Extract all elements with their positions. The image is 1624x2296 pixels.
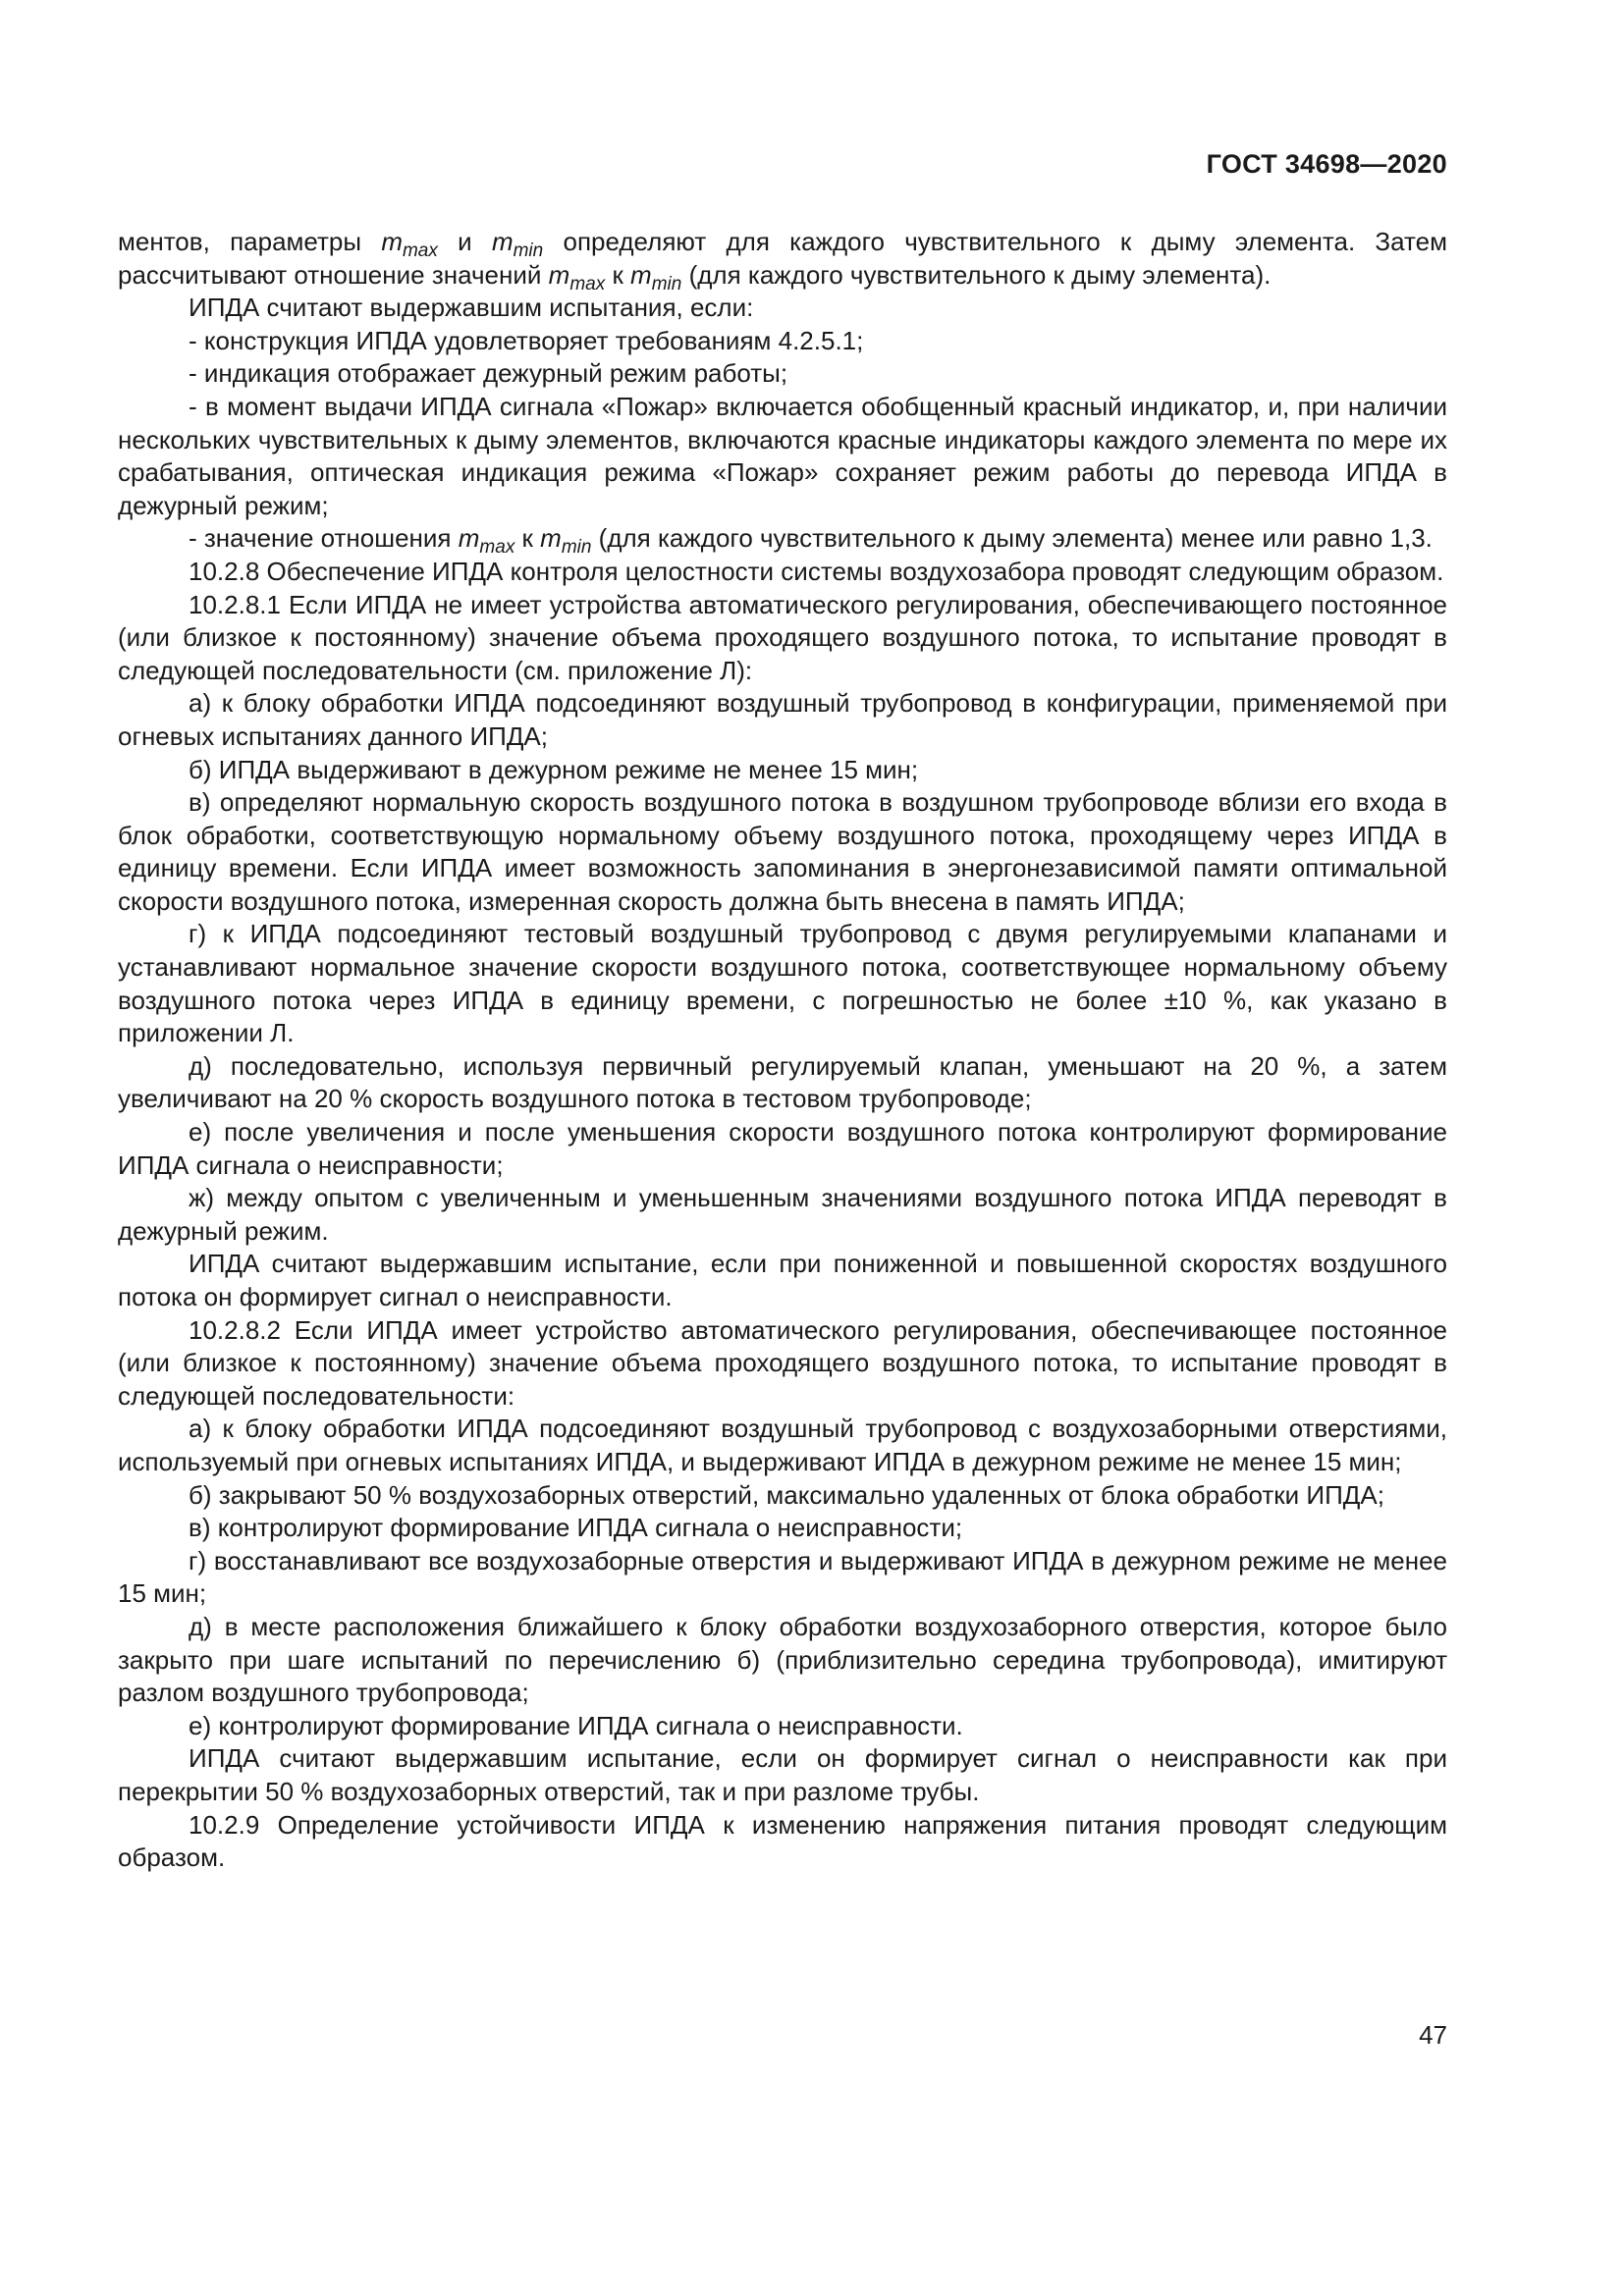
var-m-min: $m_{min}$ xyxy=(491,227,544,261)
section-10-2-8-1: 10.2.8.1 Если ИПДА не имеет устройства автоматического регулирования, обеспечивающего постоянное (или близкое к постоянному) значение объема проходящего воздушного потока, то испытание проводят в следующей последовательности (см. приложение Л): xyxy=(118,589,1447,685)
list-item-v: в) определяют нормальную скорость воздушного потока в воздушном трубопроводе вблизи его входа в блок обработки, соответствующую нормальному объему воздушного потока, проходящему через ИПДА в единицу времени. Если ИПДА имеет возможность запоминания в энергонезависимой памяти оптимальной скорости воздушного потока, измеренная скорость должна быть внесена в память ИПДА; xyxy=(118,787,1447,916)
section-10-2-9: 10.2.9 Определение устойчивости ИПДА к изменению напряжения питания проводят следующим образом. xyxy=(118,1809,1447,1873)
var-m-max: $m_{max}$ xyxy=(381,227,438,261)
list-item-b: б) закрывают 50 % воздухозаборных отверстий, максимально удаленных от блока обработки ИПДА; xyxy=(189,1479,1384,1510)
list-item-v: в) контролируют формирование ИПДА сигнала о неисправности; xyxy=(189,1513,963,1543)
page-number: 47 xyxy=(1419,2020,1447,2050)
section-10-2-8: 10.2.8 Обеспечение ИПДА контроля целостности системы воздухозабора проводят следующим образом. xyxy=(189,556,1444,586)
list-item-g: г) восстанавливают все воздухозаборные отверстия и выдерживают ИПДА в дежурном режиме не менее 15 мин; xyxy=(118,1545,1447,1609)
var-m-max: $m_{max}$ xyxy=(548,259,606,294)
paragraph-1: ИПДА считают выдержавшим испытания, если: xyxy=(189,293,754,323)
list-item-d: д) последовательно, используя первичный регулируемый клапан, уменьшают на 20 %, а затем увеличивают на 20 % скорость воздушного потока в тестовом трубопроводе; xyxy=(118,1050,1447,1114)
list-item-g: г) к ИПДА подсоединяют тестовый воздушный трубопровод с двумя регулируемыми клапанами и устанавливают нормальное значение скорости воздушного потока, соответствующее нормальному объему воздушного потока через ИПДА в единицу времени, с погрешностью не более ±10 %, как указано в приложении Л. xyxy=(118,919,1447,1048)
list-item-e: е) контролируют формирование ИПДА сигнала о неисправности. xyxy=(189,1710,963,1740)
list-item-e: е) после увеличения и после уменьшения скорости воздушного потока контролируют формирование ИПДА сигнала о неисправности; xyxy=(118,1117,1447,1180)
list-item-a: а) к блоку обработки ИПДА подсоединяют воздушный трубопровод в конфигурации, применяемой при огневых испытаниях данного ИПДА; xyxy=(118,688,1447,751)
paragraph-result-2: ИПДА считают выдержавшим испытание, если он формирует сигнал о неисправности как при перекрытии 50 % воздухозаборных отверстий, так и при разломе трубы. xyxy=(118,1743,1447,1806)
paragraph-0: ментов, параметры $m_{max}$ и $m_{min}$ определяют для каждого чувствительного к дыму элемента. Затем рассчитывают отношение значений $m_{max}$ к $m_{min}$ (для каждого чувствительного к дыму элемента). xyxy=(118,227,1447,294)
section-10-2-8-2: 10.2.8.2 Если ИПДА имеет устройство автоматического регулирования, обеспечивающее постоянное (или близкое к постоянному) значение объема проходящего воздушного потока, то испытание проводят в следующей последовательности: xyxy=(118,1314,1447,1411)
list-item-ratio: - значение отношения $m_{max}$ к $m_{min}$ (для каждого чувствительного к дыму элемента) менее или равно 1,3. xyxy=(189,523,1433,559)
var-m-min: $m_{min}$ xyxy=(630,259,682,294)
list-item-indication: - индикация отображает дежурный режим работы; xyxy=(189,358,788,389)
var-m-max: $m_{max}$ xyxy=(458,523,515,559)
document-id-header: ГОСТ 34698—2020 xyxy=(1206,149,1447,179)
document-body xyxy=(118,226,1447,1875)
paragraph-result-1: ИПДА считают выдержавшим испытание, если при пониженной и повышенной скоростях воздушного потока он формирует сигнал о неисправности. xyxy=(118,1249,1447,1311)
list-item-a: а) к блоку обработки ИПДА подсоединяют воздушный трубопровод с воздухозаборными отверстиями, используемый при огневых испытаниях ИПДА, и выдерживают ИПДА в дежурном режиме не менее 15 мин; xyxy=(118,1414,1447,1476)
list-item-d: д) в месте расположения ближайшего к блоку обработки воздухозаборного отверстия, которое было закрыто при шаге испытаний по перечислению б) (приблизительно середина трубопровода), имитируют разлом воздушного трубопровода; xyxy=(118,1611,1447,1708)
list-item-zh: ж) между опытом с увеличенным и уменьшенным значениями воздушного потока ИПДА переводят в дежурный режим. xyxy=(118,1183,1447,1246)
list-item-fire-signal: - в момент выдачи ИПДА сигнала «Пожар» включается обобщенный красный индикатор, и, при наличии нескольких чувствительных к дыму элементов, включаются красные индикаторы каждого элемента по мере их срабатывания, оптическая индикация режима «Пожар» сохраняет режим работы до перевода ИПДА в дежурный режим; xyxy=(118,391,1447,520)
list-item-requirement: - конструкция ИПДА удовлетворяет требованиям 4.2.5.1; xyxy=(189,325,864,355)
list-item-b: б) ИПДА выдерживают в дежурном режиме не менее 15 мин; xyxy=(189,754,919,784)
var-m-min: $m_{min}$ xyxy=(540,523,592,559)
